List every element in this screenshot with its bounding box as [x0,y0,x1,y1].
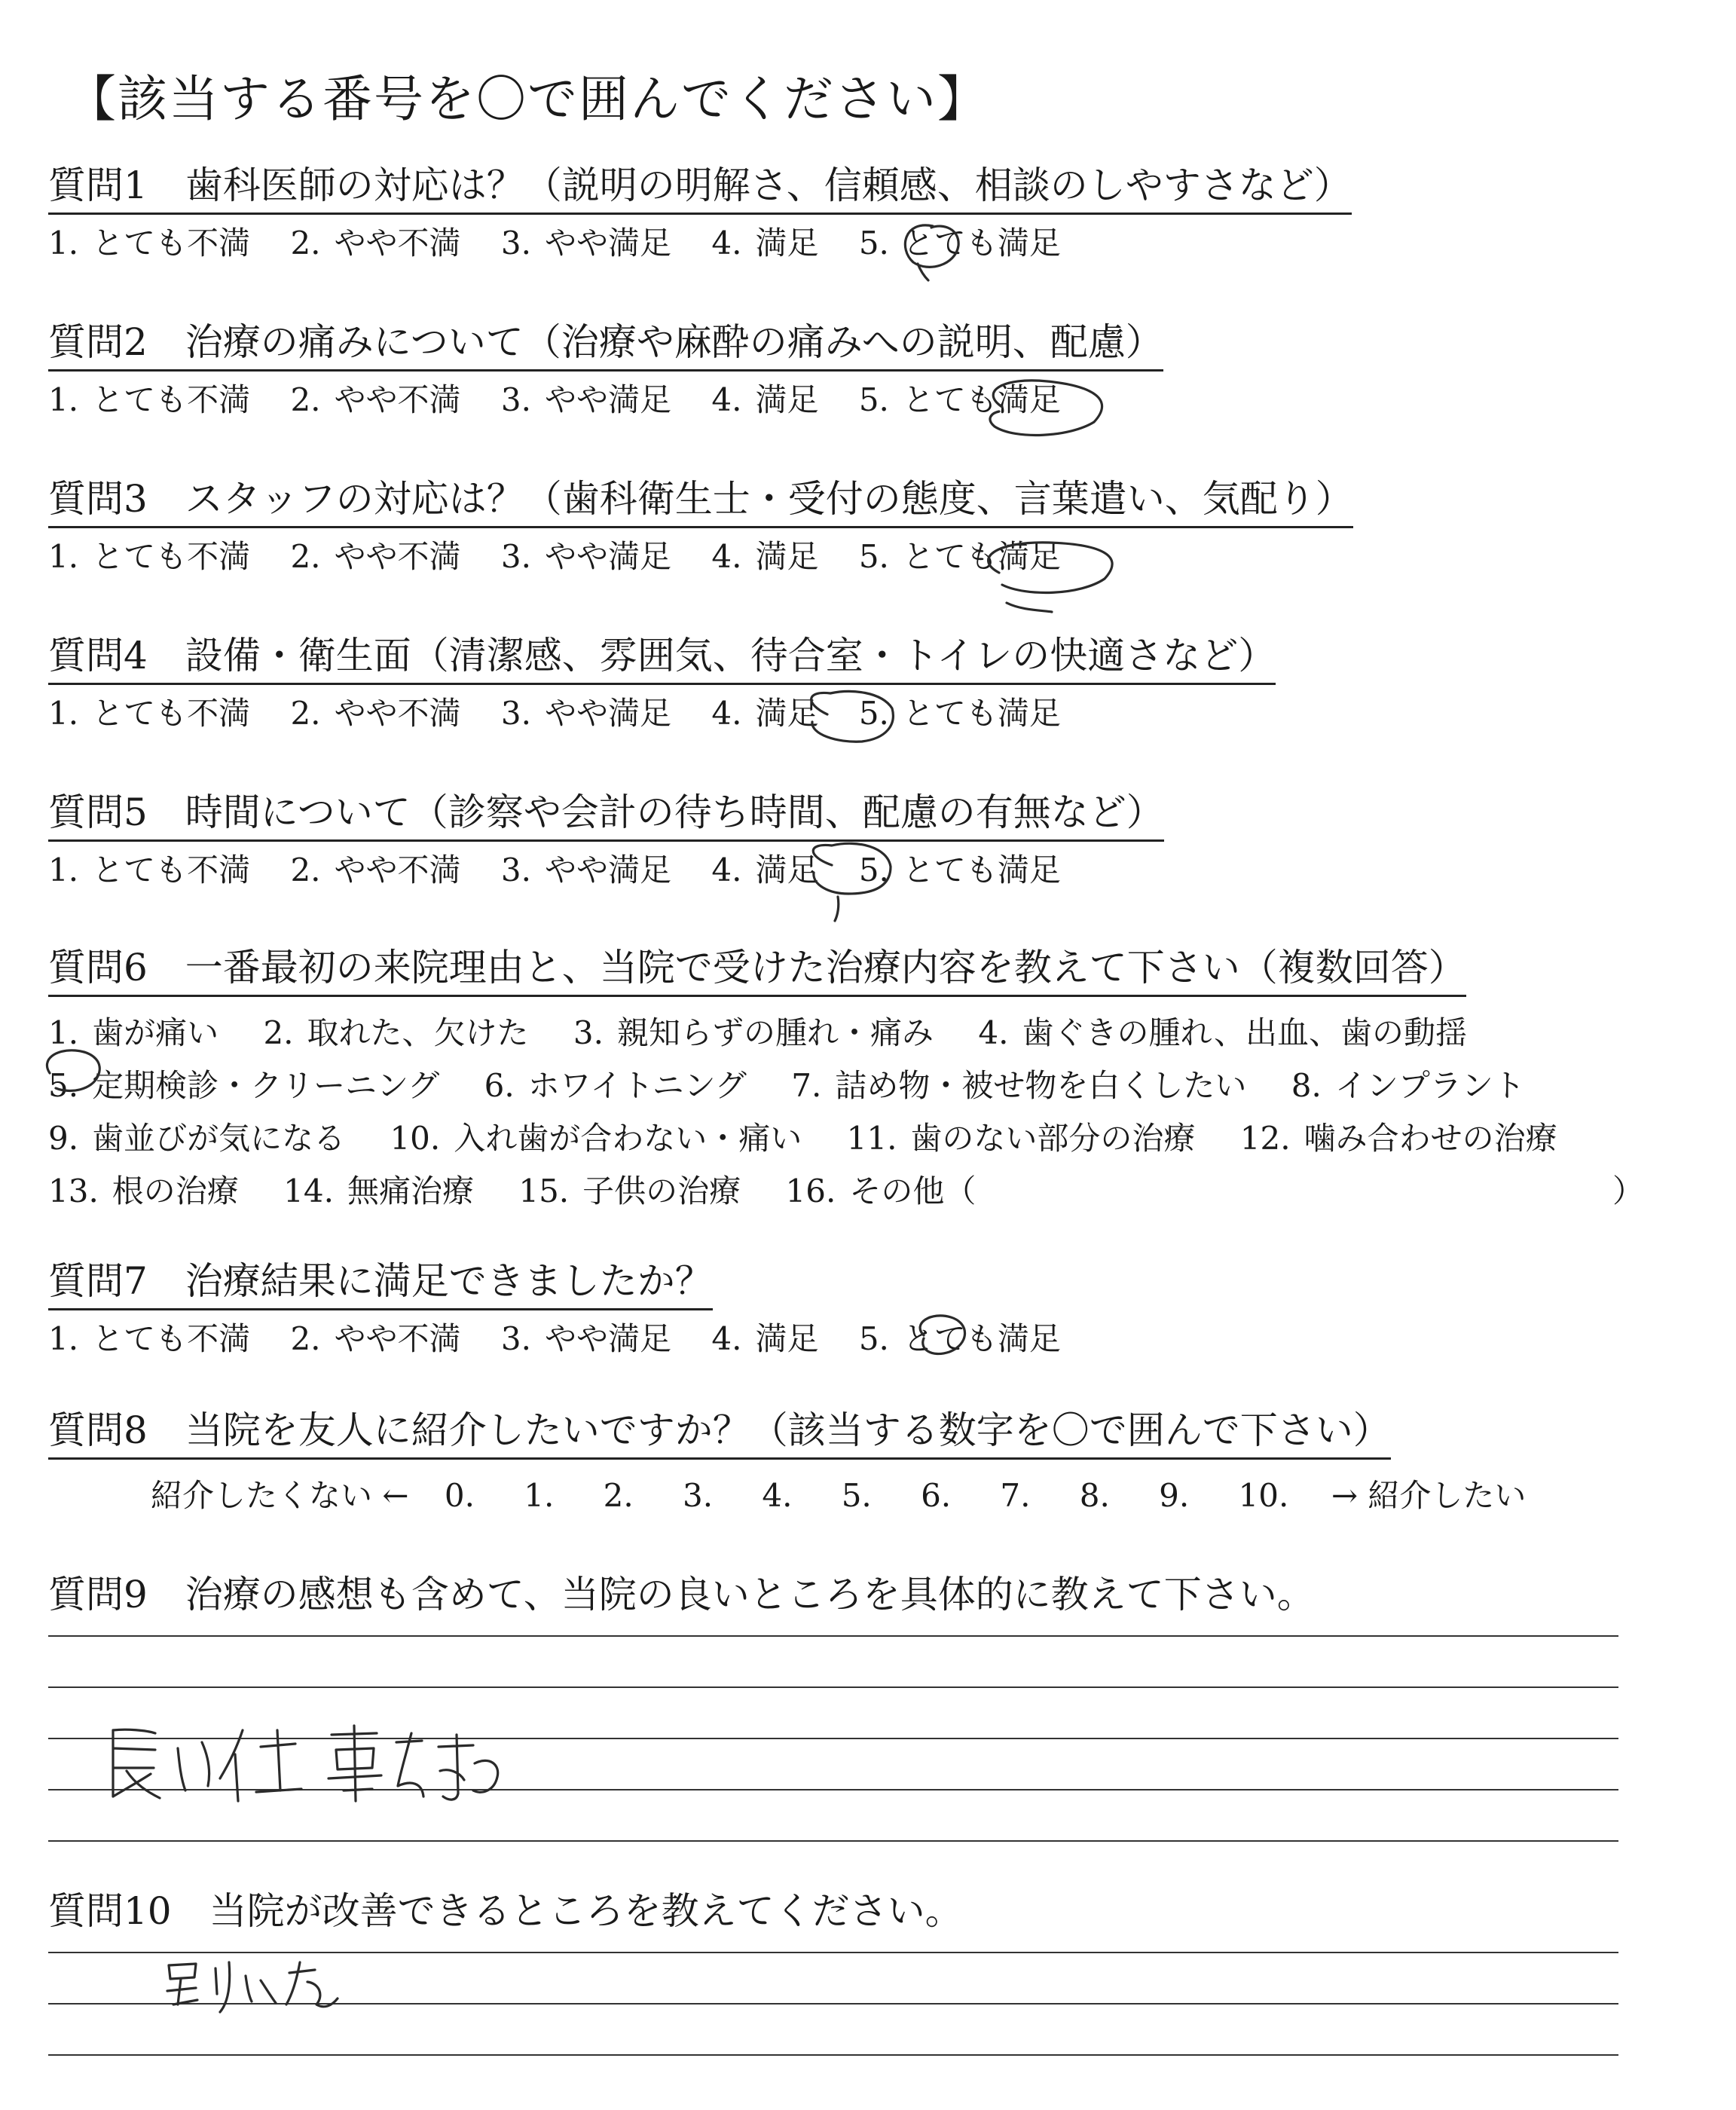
q4-option-3[interactable]: 3. やや満足 [500,695,671,732]
q6-option-16[interactable]: 16. その他（ [785,1173,976,1209]
q5-option-5[interactable]: 5. とても満足 [858,852,1061,888]
q8-number-10[interactable]: 10. [1238,1477,1289,1514]
q7-title: 質問7 治療結果に満足できましたか？ [48,1260,713,1310]
q2-option-5[interactable]: 5. とても満足 [858,381,1061,418]
q7-options [48,1322,1091,1356]
q1-option-5[interactable]: 5. とても満足 [858,225,1061,261]
q5-option-1[interactable]: 1. とても不満 [48,852,251,888]
q5-options [48,853,1091,888]
form-heading: 【該当する番号を〇で囲んでください】 [66,70,989,128]
q6-row-1 [48,1008,1502,1053]
q10-answer-line-1 [48,1952,1618,1953]
q9-answer-line-2 [48,1686,1618,1688]
q10-handwriting-stroke-3 [246,1976,276,2003]
q8-number-9[interactable]: 9. [1159,1477,1190,1514]
q10-handwriting-stroke-1 [167,1964,197,2004]
q8-number-4[interactable]: 4. [762,1477,793,1514]
q3-option-1[interactable]: 1. とても不満 [48,538,251,575]
q6-row-2 [48,1061,1560,1106]
q6-option-1[interactable]: 1. 歯が痛い [48,1014,219,1051]
q10-answer-line-3 [48,2054,1618,2056]
q3-option-5[interactable]: 5. とても満足 [858,538,1061,575]
q8-number-6[interactable]: 6. [921,1477,952,1514]
q8-right-label: → 紹介したい [1331,1477,1527,1514]
q5-option-3[interactable]: 3. やや満足 [500,852,671,888]
q2-title: 質問2 治療の痛みについて（治療や麻酔の痛みへの説明、配慮） [48,321,1163,372]
q6-option-4[interactable]: 4. 歯ぐきの腫れ、出血、歯の動揺 [978,1014,1467,1051]
q6-option-2[interactable]: 2. 取れた、欠けた [263,1014,529,1051]
q9-answer-line-1 [48,1635,1618,1637]
q5-title: 質問5 時間について（診察や会計の待ち時間、配慮の有無など） [48,791,1164,842]
q8-number-5[interactable]: 5. [841,1477,872,1514]
q9-handwriting-stroke-7 [473,1760,498,1792]
q9-answer-line-4 [48,1789,1618,1790]
q7-option-5[interactable]: 5. とても満足 [858,1320,1061,1357]
q8-number-8[interactable]: 8. [1079,1477,1110,1514]
q6-option-14[interactable]: 14. 無痛治療 [283,1173,474,1209]
q4-option-2[interactable]: 2. やや不満 [290,695,461,732]
q7-option-2[interactable]: 2. やや不満 [290,1320,461,1357]
q4-options [48,696,1091,731]
q6-row-3 [48,1114,1592,1159]
q6-option-12[interactable]: 12. 噛み合わせの治療 [1239,1120,1557,1157]
q3-options [48,540,1091,574]
q8-title: 質問8 当院を友人に紹介したいですか？（該当する数字を〇で囲んで下さい） [48,1409,1391,1460]
q5-option-4[interactable]: 4. 満足 [711,852,819,888]
q8-number-3[interactable]: 3. [682,1477,714,1514]
q10-answer-line-2 [48,2003,1618,2004]
q9-title: 質問9 治療の感想も含めて、当院の良いところを具体的に教えて下さい。 [48,1573,1315,1616]
q6-row-4 [48,1167,1010,1212]
q7-option-1[interactable]: 1. とても不満 [48,1320,251,1357]
q7-option-4[interactable]: 4. 満足 [711,1320,819,1357]
q3-option-3[interactable]: 3. やや満足 [500,538,671,575]
q6-option-3[interactable]: 3. 親知らずの腫れ・痛み [573,1014,934,1051]
q6-title: 質問6 一番最初の来院理由と、当院で受けた治療内容を教えて下さい（複数回答） [48,946,1466,997]
q6-option-13[interactable]: 13. 根の治療 [48,1173,239,1209]
q1-options [48,226,1091,261]
q8-number-0[interactable]: 0. [444,1477,475,1514]
q2-option-1[interactable]: 1. とても不満 [48,381,251,418]
q3-option-4[interactable]: 4. 満足 [711,538,819,575]
q8-number-7[interactable]: 7. [1000,1477,1031,1514]
q9-handwriting-stroke-2 [178,1742,209,1790]
q10-handwriting-stroke-2 [215,1962,230,2012]
q6-other-close-paren: ） [1612,1173,1645,1209]
q7-option-3[interactable]: 3. やや満足 [500,1320,671,1357]
q2-option-4[interactable]: 4. 満足 [711,381,819,418]
q6-option-8[interactable]: 8. インプラント [1291,1067,1525,1104]
q3-option-2[interactable]: 2. やや不満 [290,538,461,575]
q6-option-6[interactable]: 6. ホワイトニング [484,1067,747,1104]
q6-option-10[interactable]: 10. 入れ歯が合わない・痛い [390,1120,802,1157]
q4-option-1[interactable]: 1. とても不満 [48,695,251,732]
q8-left-label: 紹介したくない ← [151,1477,409,1514]
q9-answer-line-3 [48,1738,1618,1739]
q2-option-3[interactable]: 3. やや満足 [500,381,671,418]
q6-option-11[interactable]: 11. 歯のない部分の治療 [846,1120,1196,1157]
q4-title: 質問4 設備・衛生面（清潔感、雰囲気、待合室・トイレの快適さなど） [48,635,1276,685]
q1-title: 質問1 歯科医師の対応は？（説明の明解さ、信頼感、相談のしやすさなど） [48,164,1352,215]
q9-handwriting-stroke-5 [396,1733,423,1797]
q6-option-7[interactable]: 7. 詰め物・被せ物を白くしたい [791,1067,1247,1104]
q1-option-3[interactable]: 3. やや満足 [500,225,671,261]
q1-option-2[interactable]: 2. やや不満 [290,225,461,261]
q9-handwriting-stroke-1 [113,1729,160,1798]
q8-number-2[interactable]: 2. [603,1477,634,1514]
q2-options [48,383,1091,417]
q4-option-5[interactable]: 5. とても満足 [858,695,1061,732]
q2-option-2[interactable]: 2. やや不満 [290,381,461,418]
q6-option-15[interactable]: 15. 子供の治療 [518,1173,741,1209]
q8-number-1[interactable]: 1. [524,1477,555,1514]
q6-option-5[interactable]: 5. 定期検診・クリーニング [48,1067,440,1104]
q6-option-9[interactable]: 9. 歯並びが気になる [48,1120,346,1157]
q3-title: 質問3 スタッフの対応は？（歯科衛生士・受付の態度、言葉遣い、気配り） [48,478,1353,528]
q4-option-4[interactable]: 4. 満足 [711,695,819,732]
q10-title: 質問10 当院が改善できるところを教えてください。 [48,1889,963,1933]
q9-answer-line-5 [48,1840,1618,1842]
q10-handwriting-stroke-4 [286,1962,338,2007]
q5-option-2[interactable]: 2. やや不満 [290,852,461,888]
q1-option-1[interactable]: 1. とても不満 [48,225,251,261]
q8-scale [151,1471,1526,1516]
q1-option-4[interactable]: 4. 満足 [711,225,819,261]
